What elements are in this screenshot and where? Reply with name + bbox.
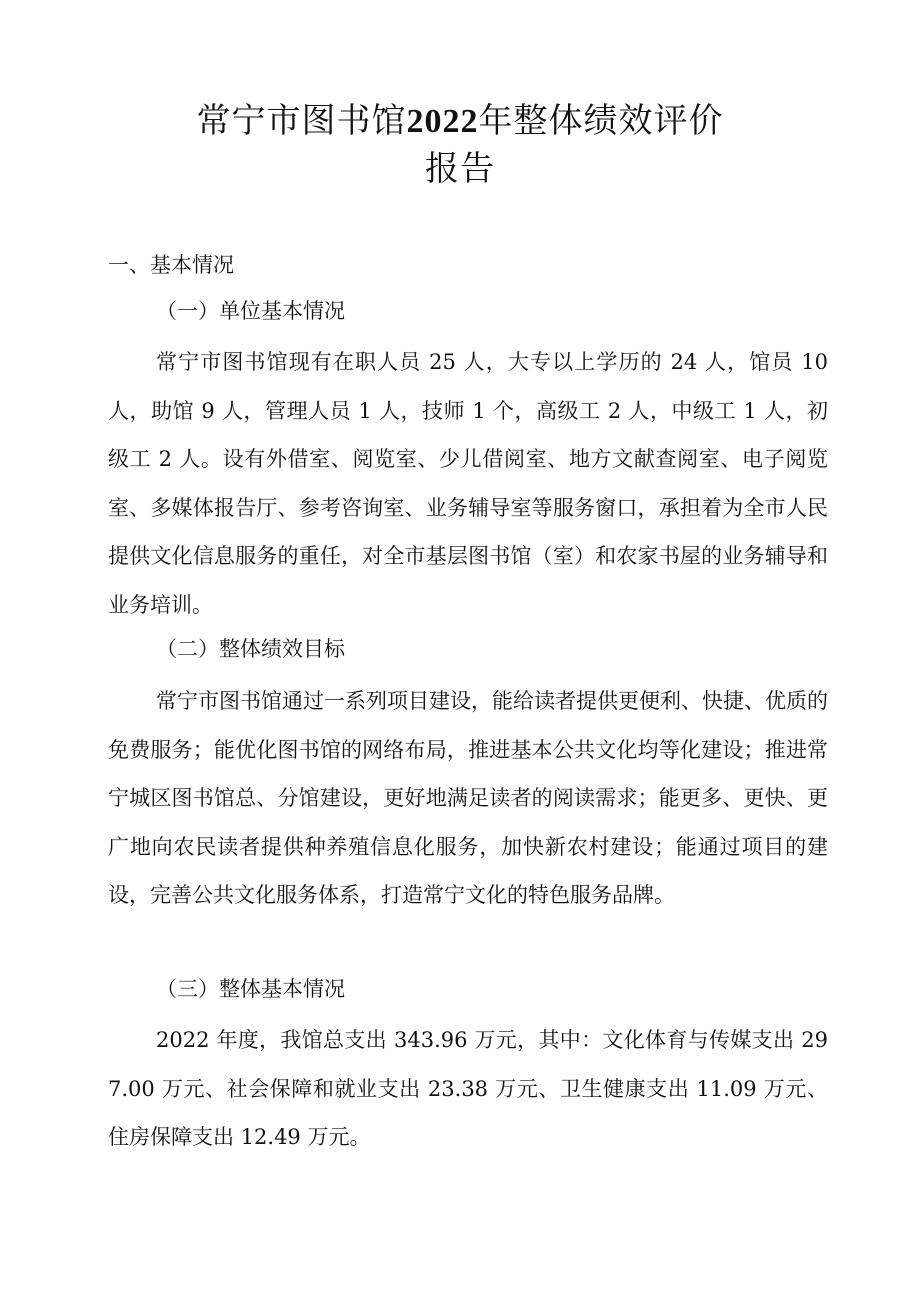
paragraph-overall-situation: 2022 年度，我馆总支出 343.96 万元，其中：文化体育与传媒支出 297.00 万元、社会保障和就业支出 23.38 万元、卫生健康支出 11.09 万元、住房保障支出 12.49 万元。 — [108, 1028, 828, 1149]
subsection-heading-performance-goals: （二）整体绩效目标 — [156, 637, 345, 661]
paragraph-unit-info: 常宁市图书馆现有在职人员 25 人，大专以上学历的 24 人，馆员 10 人，助馆 9 人，管理人员 1 人，技师 1 个，高级工 2 人，中级工 1 人，初级工 2 人。设有外借室、阅览室、少儿借阅室、地方文献查阅室、电子阅览室、多媒体报告厅、参考咨询室、业务辅导室等服务窗口，承担着为全市人民提供文化信息服务的重任，对全市基层图书馆（室）和农家书屋的业务辅导和业务培训。 — [108, 350, 828, 617]
subsection-heading-unit-info: （一）单位基本情况 — [156, 299, 345, 323]
document-title-line-2: 报告 — [425, 149, 495, 189]
title-prefix: 常宁市图书馆 — [196, 101, 407, 141]
title-suffix: 年整体绩效评价 — [478, 101, 724, 141]
title-year: 2022 — [406, 103, 479, 140]
section-heading-basic-info: 一、基本情况 — [108, 253, 234, 277]
paragraph-performance-goals: 常宁市图书馆通过一系列项目建设，能给读者提供更便利、快捷、优质的免费服务；能优化图书馆的网络布局，推进基本公共文化均等化建设；推进常宁城区图书馆总、分馆建设，更好地满足读者的阅读需求；能更多、更快、更广地向农民读者提供种养殖信息化服务，加快新农村建设；能通过项目的建设，完善公共文化服务体系，打造常宁文化的特色服务品牌。 — [108, 689, 828, 907]
document-title-line-1 — [0, 96, 920, 147]
subsection-heading-overall-situation: （三）整体基本情况 — [156, 977, 345, 1001]
